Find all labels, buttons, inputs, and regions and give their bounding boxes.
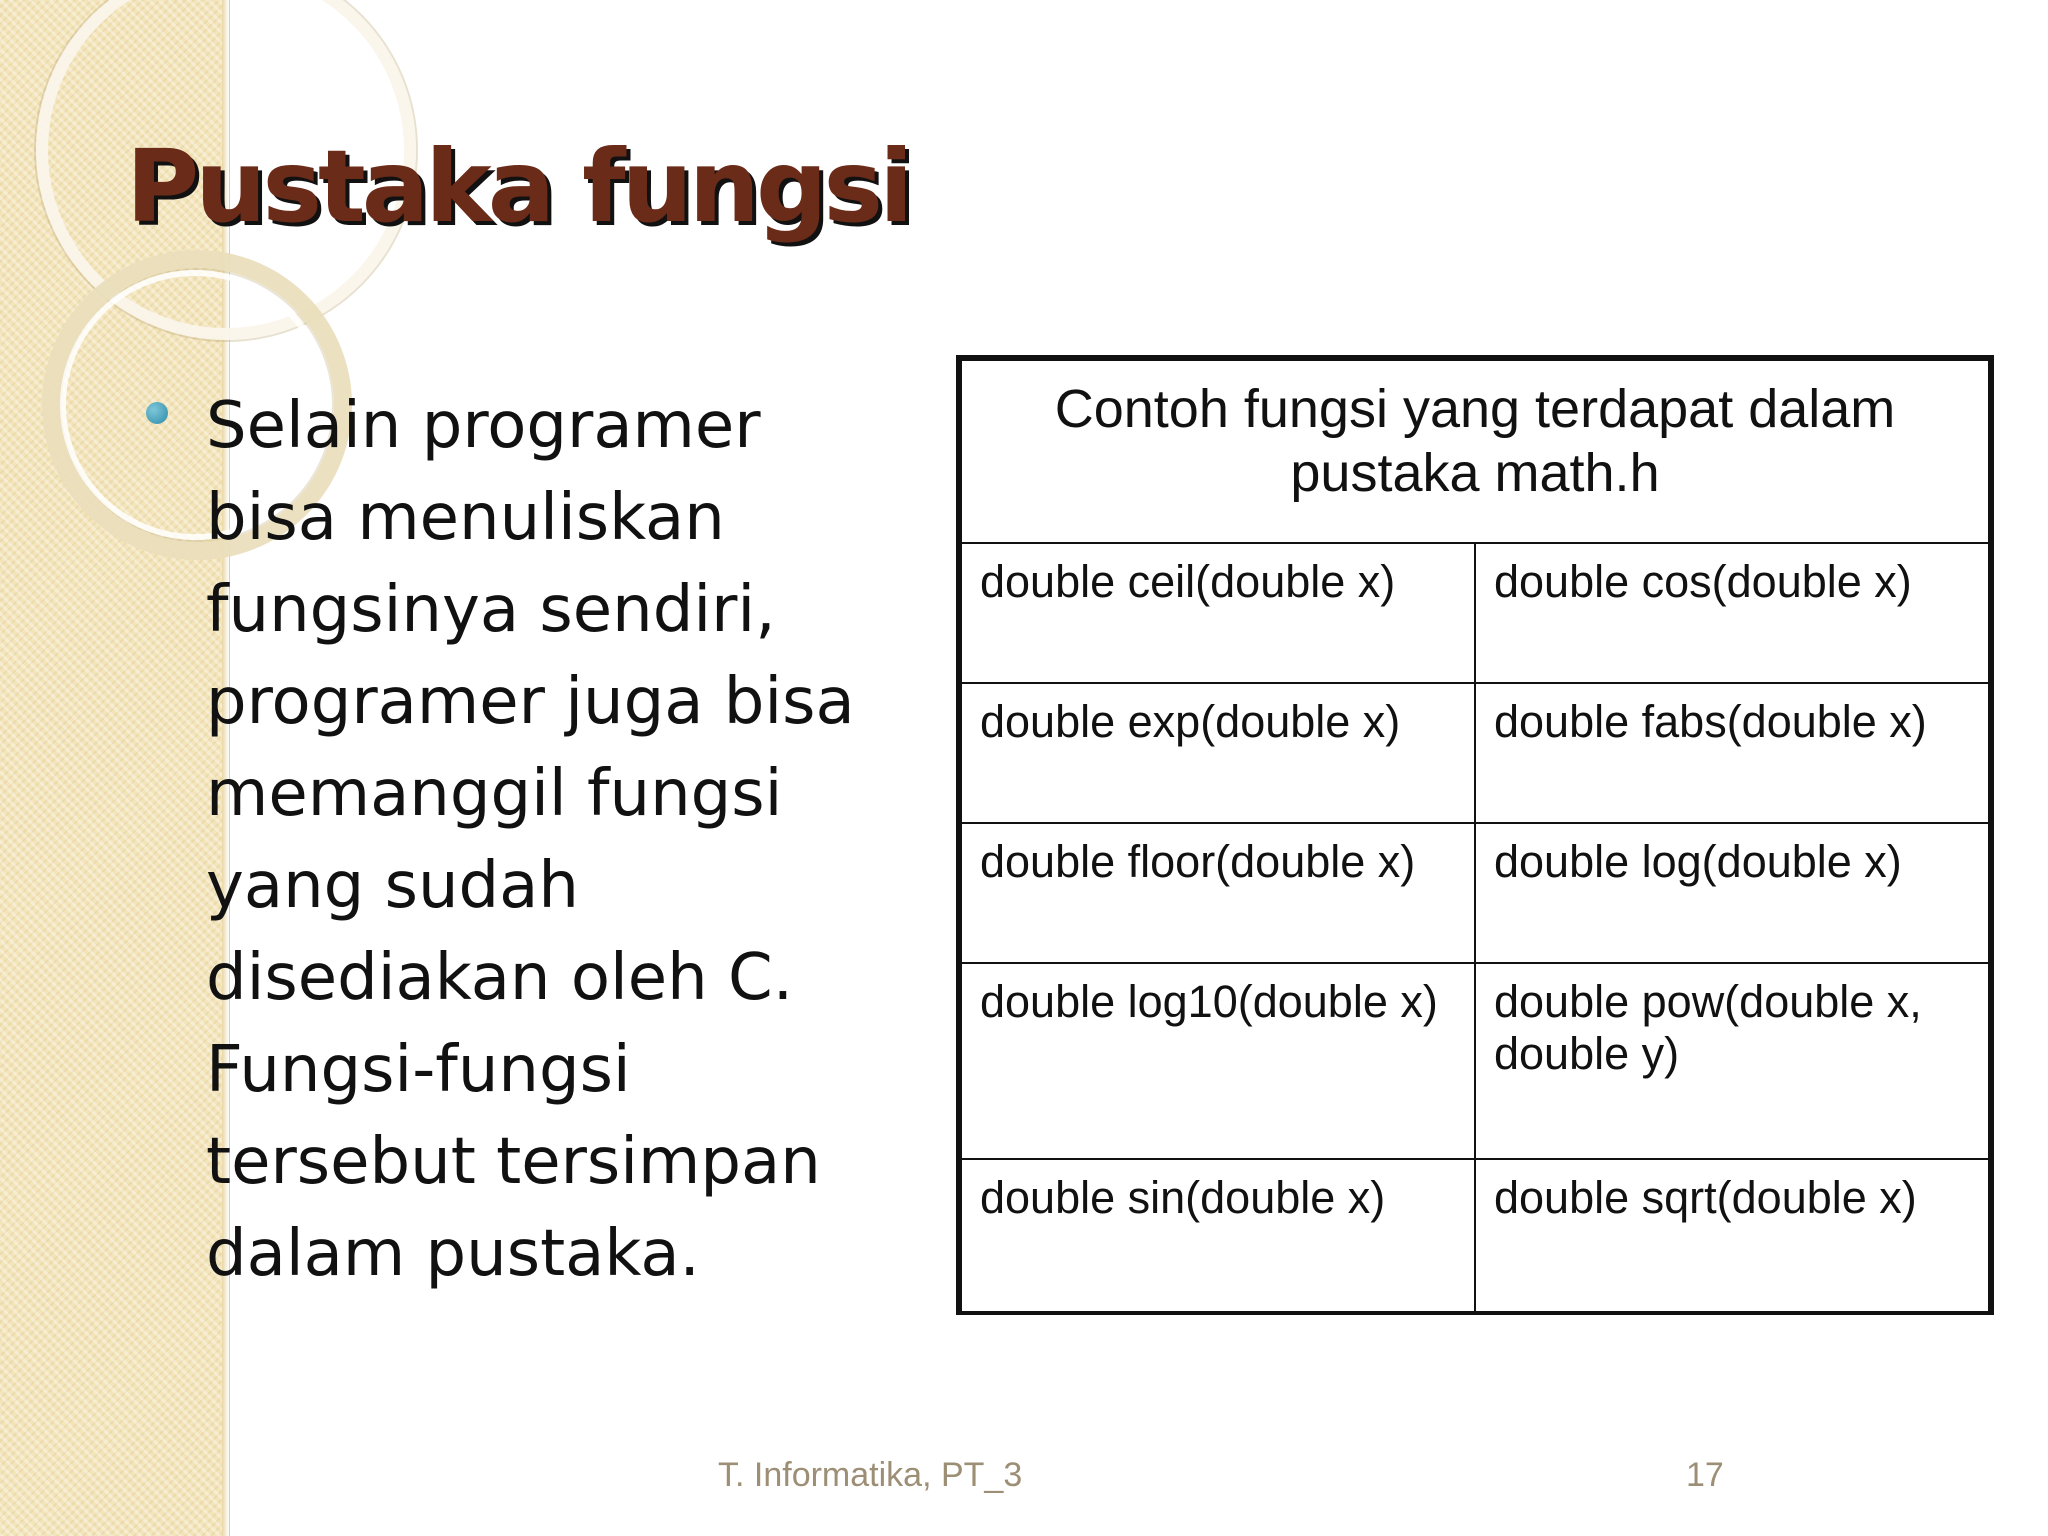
table-row — [961, 1159, 1989, 1312]
table-row — [961, 963, 1989, 1159]
footer-text: T. Informatika, PT_3 — [718, 1456, 1023, 1494]
table-cell: double ceil(double x) — [961, 543, 1475, 683]
math-functions-table — [956, 355, 1994, 1315]
table-cell: double sin(double x) — [961, 1159, 1475, 1312]
table-header-cell: Contoh fungsi yang terdapat dalam pustaka math.h — [961, 360, 1989, 543]
table-cell: double exp(double x) — [961, 683, 1475, 823]
bullet-text: Selain programer bisa menuliskan fungsinya sendiri, programer juga bisa memanggil fungsi yang sudah disediakan oleh C. Fungsi-fungsi tersebut tersimpan dalam pustaka. — [206, 389, 855, 1291]
table-cell: double fabs(double x) — [1475, 683, 1989, 823]
table-cell: double floor(double x) — [961, 823, 1475, 963]
table-cell: double cos(double x) — [1475, 543, 1989, 683]
table-header-row — [961, 360, 1989, 543]
table-cell: double sqrt(double x) — [1475, 1159, 1989, 1312]
page-number: 17 — [1686, 1456, 1724, 1494]
table-row — [961, 683, 1989, 823]
table-row — [961, 543, 1989, 683]
table-cell: double log(double x) — [1475, 823, 1989, 963]
slide-title: Pustaka fungsi — [126, 128, 910, 245]
functions-table-grid — [960, 359, 1990, 1313]
bullet-dot-icon — [146, 402, 168, 424]
table-cell: double log10(double x) — [961, 963, 1475, 1159]
table-row — [961, 823, 1989, 963]
table-cell: double pow(double x, double y) — [1475, 963, 1989, 1159]
